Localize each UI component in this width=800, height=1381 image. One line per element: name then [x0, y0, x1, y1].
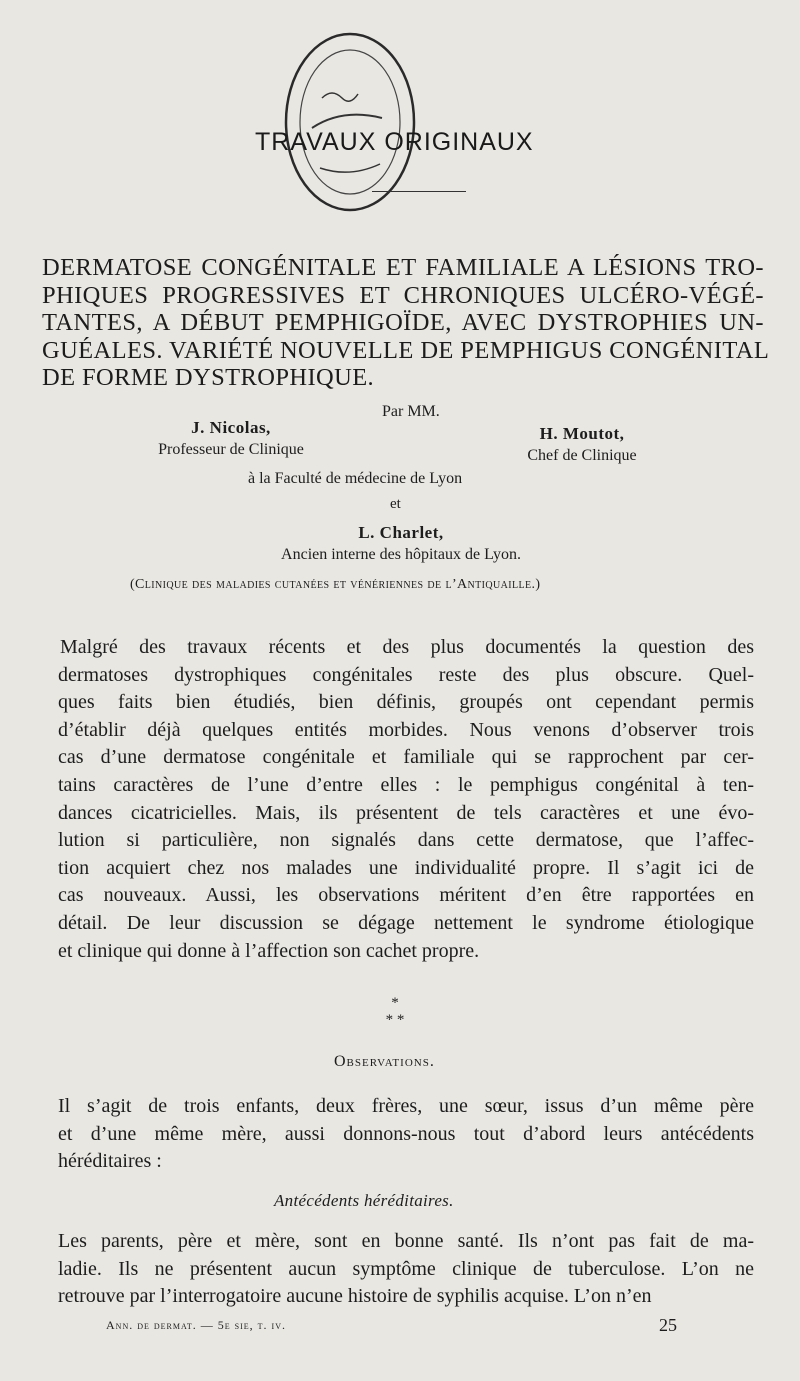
- text-line: cas d’une dermatose congénitale et familiale qui se rapprochent par cer-: [58, 746, 754, 769]
- text-line: détail. De leur discussion se dégage nettement le syndrome étiologique: [58, 911, 754, 934]
- author-nicolas: [126, 418, 336, 459]
- faculty-affiliation: à la Faculté de médecine de Lyon: [248, 470, 463, 487]
- text-line: d’établir déjà quelques entités morbides. Nous venons d’observer trois: [58, 718, 754, 741]
- author-name: J. Nicolas,: [191, 418, 271, 437]
- author-role: Chef de Clinique: [527, 447, 637, 464]
- author-moutot: [507, 424, 657, 465]
- article-title: [42, 254, 770, 392]
- author-role: Ancien interne des hôpitaux de Lyon.: [281, 546, 521, 563]
- intro-paragraph: [58, 634, 754, 965]
- asterism: [370, 995, 420, 1029]
- asterism-top: *: [391, 995, 399, 1011]
- page-number: 25: [659, 1315, 677, 1335]
- journal-footer: Ann. de dermat. — 5e sie, t. iv.: [106, 1318, 286, 1332]
- text-line: et d’une même mère, aussi donnons-nous tout d’abord leurs antécédents: [58, 1122, 754, 1145]
- asterism-bottom: * *: [385, 1012, 405, 1028]
- author-role: Professeur de Clinique: [158, 441, 304, 458]
- author-charlet: [236, 523, 566, 564]
- antecedents-heading: Antécédents héréditaires.: [274, 1191, 454, 1210]
- author-name: L. Charlet,: [358, 523, 444, 542]
- title-line: PHIQUES PROGRESSIVES ET CHRONIQUES ULCÉRO-VÉGÉ-: [42, 281, 764, 309]
- heading-rule: [372, 191, 466, 192]
- text-line: lution si particulière, non signalés dans cette dermatose, que l’affec-: [58, 829, 754, 852]
- text-line: et clinique qui donne à l’affection son cachet propre.: [58, 939, 480, 962]
- text-line: ladie. Ils ne présentent aucun symptôme clinique de tuberculose. L’on ne: [58, 1257, 754, 1280]
- clinic-affiliation: (Clinique des maladies cutanées et vénériennes de l’Antiquaille.): [130, 577, 541, 592]
- text-line: Il s’agit de trois enfants, deux frères, une sœur, issus d’un même père: [58, 1095, 754, 1117]
- library-stamp-icon: [272, 18, 432, 218]
- title-line: DE FORME DYSTROPHIQUE.: [42, 364, 375, 391]
- text-line: ques faits bien étudiés, bien définis, groupés ont cependant permis: [58, 691, 754, 714]
- antecedents-paragraph: [58, 1228, 754, 1311]
- text-line: héréditaires :: [58, 1150, 162, 1173]
- text-line: Malgré des travaux récents et des plus documentés la question des: [60, 636, 754, 658]
- title-line: GUÉALES. VARIÉTÉ NOUVELLE DE PEMPHIGUS CONGÉNITAL: [42, 336, 770, 364]
- observations-heading: Observations.: [334, 1053, 435, 1070]
- text-line: cas nouveaux. Aussi, les observations méritent d’en être rapportées en: [58, 884, 754, 907]
- byline-par: Par MM.: [382, 403, 440, 420]
- observations-paragraph: [58, 1093, 754, 1176]
- title-line: TANTES, A DÉBUT PEMPHIGOÏDE, AVEC DYSTROPHIES UN-: [42, 309, 764, 336]
- byline-conjunction: et: [390, 496, 401, 512]
- section-heading: TRAVAUX ORIGINAUX: [255, 128, 534, 156]
- library-stamp: [272, 18, 432, 218]
- title-line: DERMATOSE CONGÉNITALE ET FAMILIALE A LÉSIONS TRO-: [42, 254, 764, 281]
- text-line: dances cicatricielles. Mais, ils présentent de tels caractères et une évo-: [58, 801, 754, 824]
- text-line: dermatoses dystrophiques congénitales reste des plus obscure. Quel-: [58, 663, 754, 686]
- author-name: H. Moutot,: [539, 424, 625, 443]
- text-line: tains caractères de l’une d’entre elles : le pemphigus congénital à ten-: [58, 773, 754, 796]
- text-line: retrouve par l’interrogatoire aucune histoire de syphilis acquise. L’on n’en: [58, 1285, 652, 1308]
- text-line: tion acquiert chez nos malades une individualité propre. Il s’agit ici de: [58, 856, 754, 879]
- text-line: Les parents, père et mère, sont en bonne santé. Ils n’ont pas fait de ma-: [58, 1230, 754, 1252]
